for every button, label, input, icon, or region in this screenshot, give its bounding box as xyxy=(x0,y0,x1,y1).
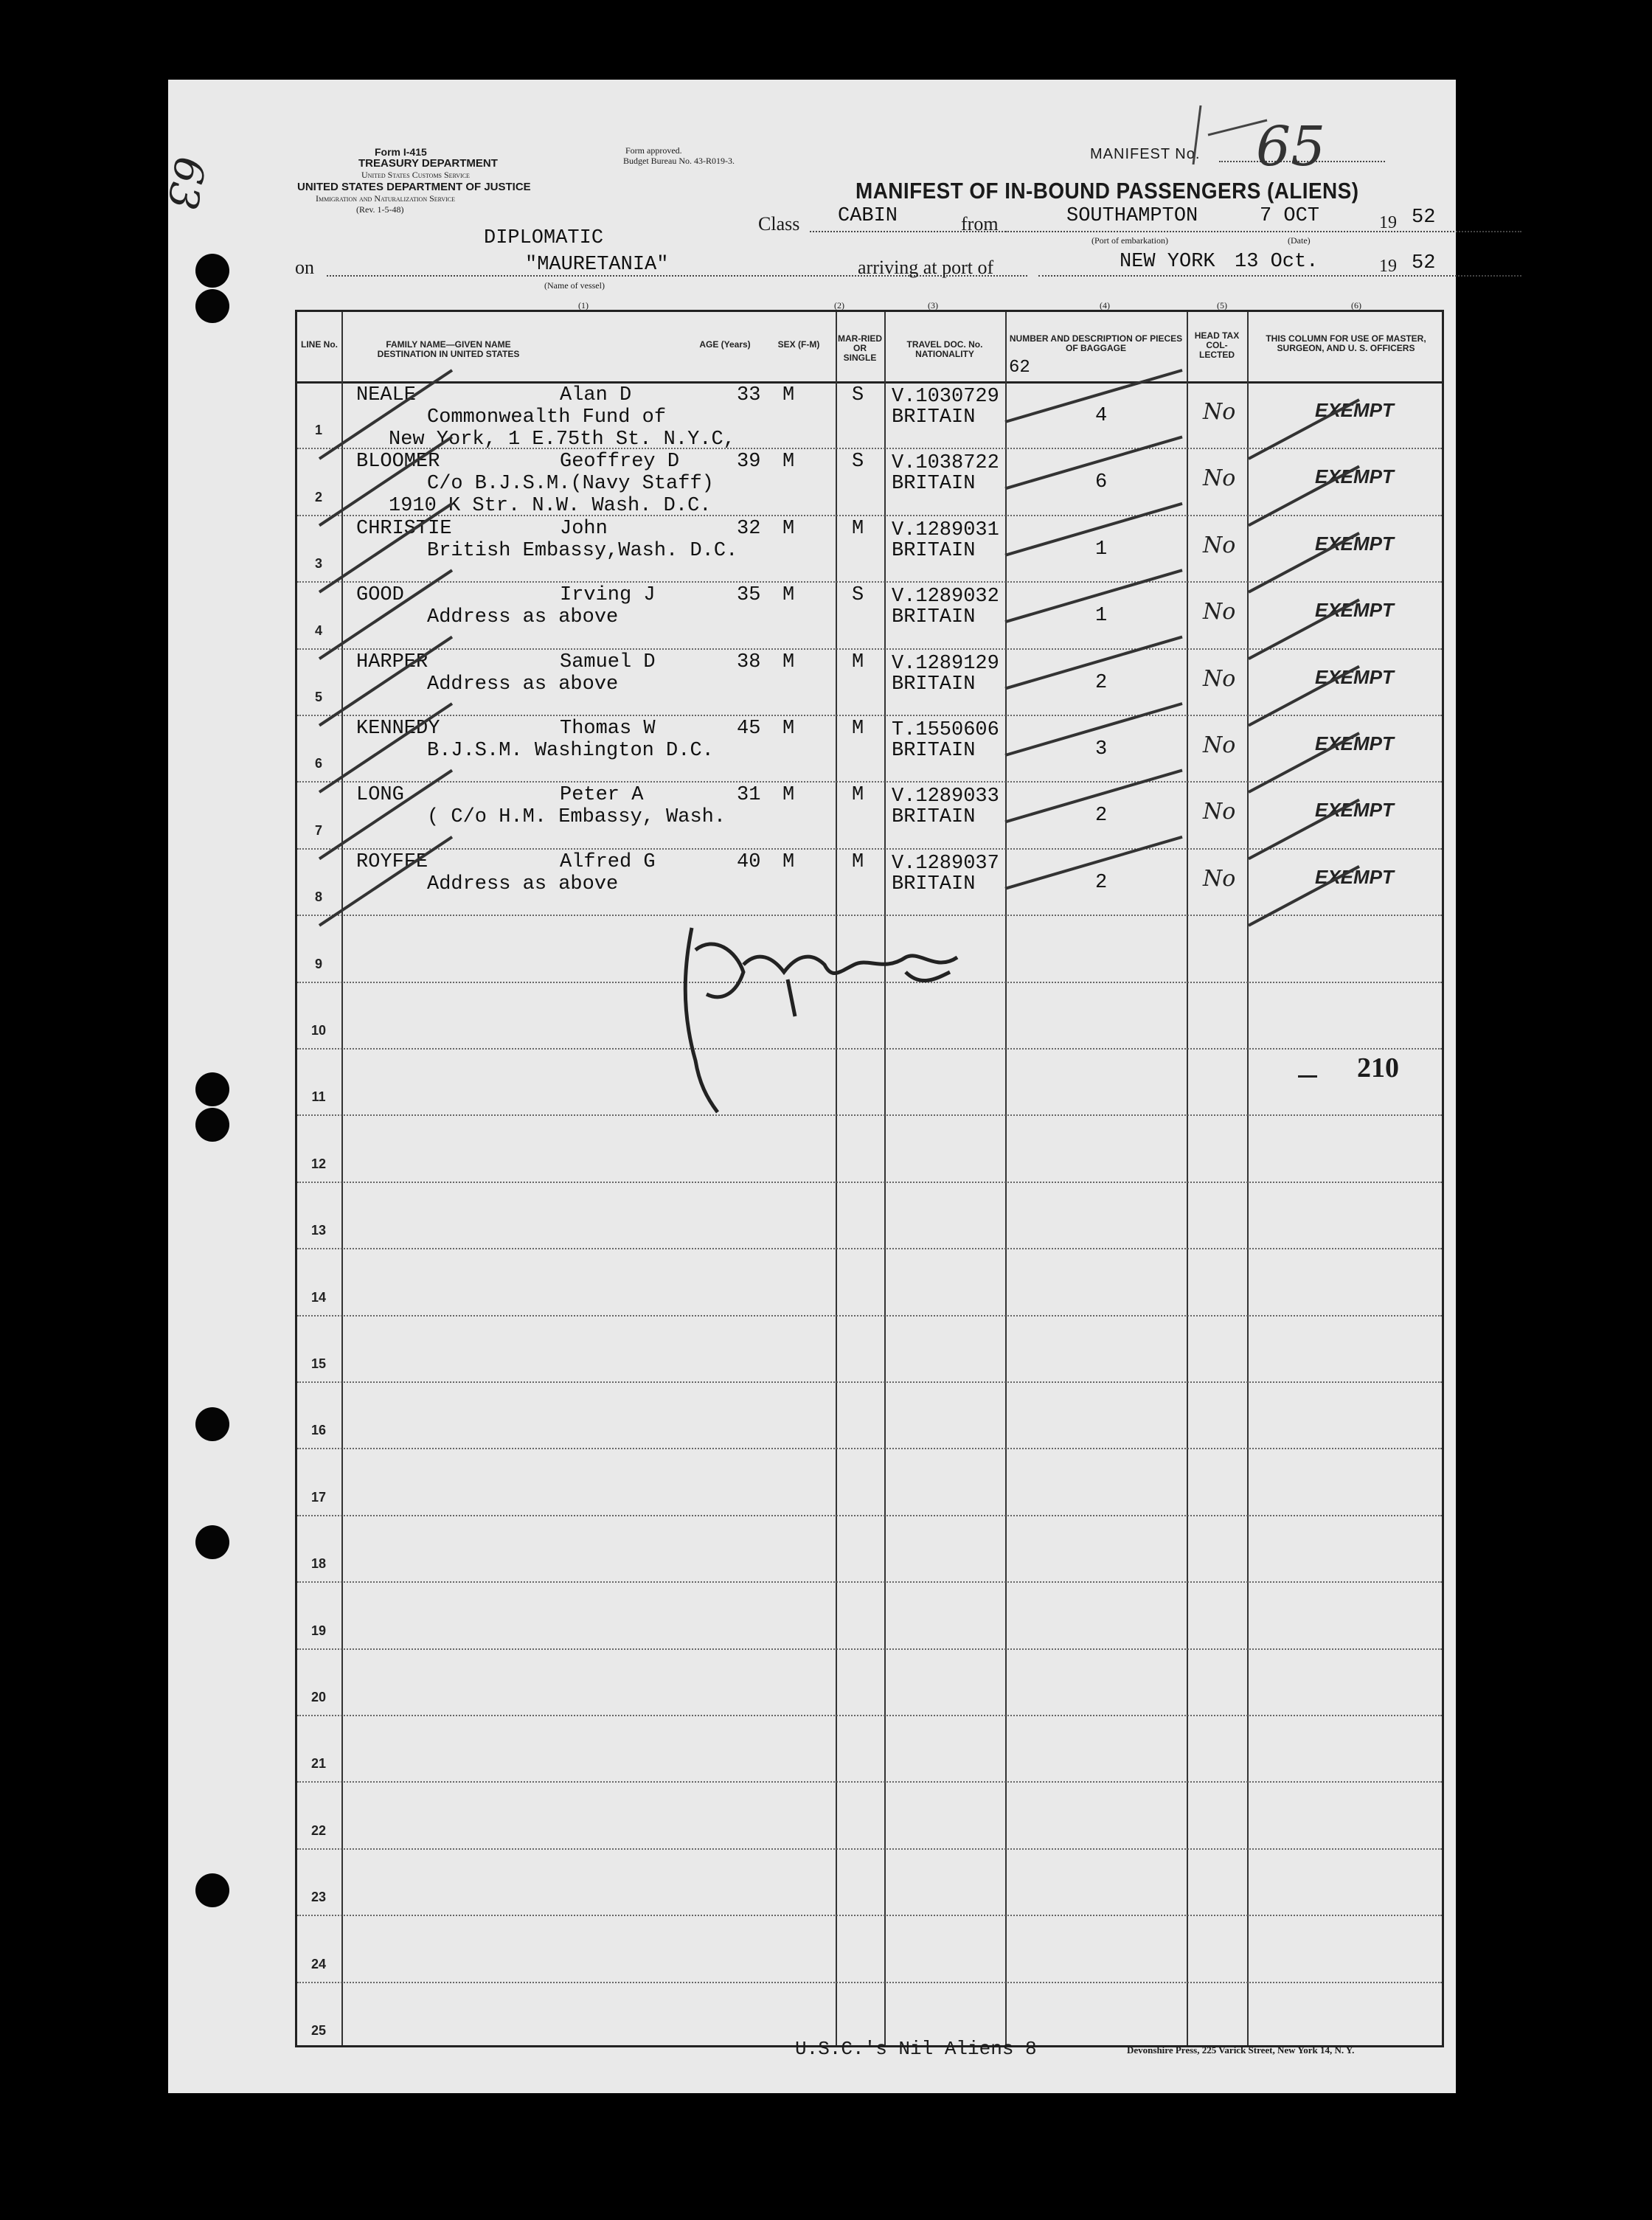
col-num-4: (4) xyxy=(1100,300,1110,311)
passenger-sex: M xyxy=(782,784,795,807)
embark-date: 7 OCT xyxy=(1260,205,1320,227)
row-divider xyxy=(297,1381,1442,1383)
nationality: BRITAIN xyxy=(892,606,976,629)
arriving-label: arriving at port of xyxy=(858,257,994,278)
passenger-surname: HARPER xyxy=(356,651,428,673)
hdr-sex: SEX (F-M) xyxy=(777,339,820,350)
year-prefix: 19 xyxy=(1379,213,1397,232)
line-number: 14 xyxy=(310,1289,327,1305)
col-num-1: (1) xyxy=(578,300,589,311)
punch-hole xyxy=(195,289,229,323)
exempt-stamp: EXEMPT xyxy=(1315,399,1394,421)
from-label: from xyxy=(961,213,999,235)
arrival-port: NEW YORK xyxy=(1120,251,1215,273)
hdr-head-tax: HEAD TAX COL-LECTED xyxy=(1194,330,1240,360)
passenger-address: Address as above xyxy=(427,873,619,895)
nationality: BRITAIN xyxy=(892,406,976,429)
line-number: 3 xyxy=(314,556,322,572)
arrival-line xyxy=(1038,275,1521,277)
embark-year: 52 xyxy=(1412,207,1436,229)
passenger-surname: LONG xyxy=(356,784,404,807)
line-number: 24 xyxy=(310,1956,327,1971)
head-tax-mark: No xyxy=(1203,665,1236,692)
passenger-marital-status: M xyxy=(852,651,864,673)
line-number: 10 xyxy=(310,1023,327,1038)
passenger-address-2: New York, 1 E.75th St. N.Y.C, xyxy=(389,429,735,451)
row-divider xyxy=(297,1248,1442,1249)
footer-note: U.S.C.'s Nil Aliens 8 xyxy=(795,2038,1037,2060)
revision-date: (Rev. 1-5-48) xyxy=(356,204,404,215)
head-tax-mark: No xyxy=(1203,465,1236,492)
baggage-count: 3 xyxy=(1095,738,1108,760)
punch-hole xyxy=(195,1407,229,1441)
passenger-marital-status: M xyxy=(852,850,864,873)
line-number: 21 xyxy=(310,1756,327,1772)
head-tax-mark: No xyxy=(1203,865,1236,892)
exempt-stamp: EXEMPT xyxy=(1315,799,1394,822)
signature-icon xyxy=(611,906,1127,1201)
vessel-name: "MAURETANIA" xyxy=(525,254,669,276)
passenger-given-name: John xyxy=(560,517,608,540)
hdr-name: FAMILY NAME—GIVEN NAME DESTINATION IN UNITED STATES xyxy=(377,339,520,359)
category: DIPLOMATIC xyxy=(484,227,604,249)
total-dash xyxy=(1298,1075,1317,1078)
line-number: 20 xyxy=(310,1690,327,1704)
col-divider xyxy=(1247,312,1249,2045)
punch-hole xyxy=(195,1525,229,1559)
port-embarkation: SOUTHAMPTON xyxy=(1066,205,1198,227)
travel-doc-number: V.1038722 xyxy=(892,452,999,475)
passenger-address: B.J.S.M. Washington D.C. xyxy=(427,740,714,762)
row-divider xyxy=(297,1982,1442,1983)
treasury-dept: TREASURY DEPARTMENT xyxy=(358,157,498,170)
passenger-marital-status: S xyxy=(852,451,864,474)
line-number: 12 xyxy=(310,1156,327,1171)
travel-doc-number: V.1289031 xyxy=(892,518,999,541)
head-tax-mark: No xyxy=(1203,732,1236,758)
col-divider xyxy=(341,312,343,2045)
punch-hole xyxy=(195,1072,229,1106)
form-approved: Form approved. xyxy=(625,145,682,156)
nationality: BRITAIN xyxy=(892,740,976,762)
line-number: 6 xyxy=(314,756,322,771)
line-number: 22 xyxy=(310,1822,327,1838)
passenger-age: 31 xyxy=(737,784,761,807)
nationality: BRITAIN xyxy=(892,539,976,562)
baggage-count: 4 xyxy=(1095,405,1108,427)
printer-imprint: Devonshire Press, 225 Varick Street, New York 14, N. Y. xyxy=(1127,2044,1355,2056)
total-count: 210 xyxy=(1357,1052,1399,1083)
exempt-stamp: EXEMPT xyxy=(1315,732,1394,755)
passenger-given-name: Peter A xyxy=(560,784,644,807)
passenger-marital-status: M xyxy=(852,517,864,540)
line-number: 7 xyxy=(314,822,322,838)
handwritten-mark-icon xyxy=(1179,91,1297,179)
nationality: BRITAIN xyxy=(892,873,976,895)
travel-doc-number: V.1289037 xyxy=(892,852,999,875)
arrival-date: 13 Oct. xyxy=(1235,251,1319,273)
baggage-count: 1 xyxy=(1095,538,1108,561)
line-number: 5 xyxy=(314,690,322,704)
line-number: 9 xyxy=(314,956,322,971)
nationality: BRITAIN xyxy=(892,806,976,829)
class-label: Class xyxy=(758,213,800,235)
passenger-address: Address as above xyxy=(427,606,619,629)
budget-number: Budget Bureau No. 43-R019-3. xyxy=(623,156,735,166)
on-label: on xyxy=(295,257,314,278)
hdr-line-no: LINE No. xyxy=(301,339,338,350)
baggage-count: 2 xyxy=(1095,671,1108,694)
row-divider xyxy=(297,1581,1442,1583)
passenger-marital-status: S xyxy=(852,584,864,607)
exempt-stamp: EXEMPT xyxy=(1315,532,1394,555)
hdr-travel-doc: TRAVEL DOC. No. NATIONALITY xyxy=(906,339,983,359)
passenger-age: 45 xyxy=(737,718,761,740)
travel-doc-number: V.1289032 xyxy=(892,586,999,608)
col-num-5: (5) xyxy=(1217,300,1227,311)
passenger-given-name: Samuel D xyxy=(560,651,656,673)
hdr-age: AGE (Years) xyxy=(699,339,751,350)
travel-doc-number: V.1030729 xyxy=(892,386,999,408)
passenger-age: 38 xyxy=(737,651,761,673)
row-divider xyxy=(297,1848,1442,1850)
line-number: 2 xyxy=(314,489,322,504)
passenger-marital-status: M xyxy=(852,718,864,740)
baggage-count: 1 xyxy=(1095,605,1108,628)
ins-service: Immigration and Naturalization Service xyxy=(316,193,456,204)
passenger-surname: NEALE xyxy=(356,384,417,406)
travel-doc-number: T.1550606 xyxy=(892,719,999,741)
manifest-no-label: MANIFEST No. xyxy=(1090,146,1201,162)
passenger-address: ( C/o H.M. Embassy, Wash. xyxy=(427,806,726,829)
passenger-surname: KENNEDY xyxy=(356,718,440,740)
manifest-title: MANIFEST OF IN-BOUND PASSENGERS (ALIENS) xyxy=(856,178,1359,204)
line-number: 8 xyxy=(314,889,322,905)
row-divider xyxy=(297,581,1442,583)
col-num-3: (3) xyxy=(928,300,938,311)
passenger-sex: M xyxy=(782,384,795,406)
passenger-age: 33 xyxy=(737,384,761,406)
passenger-given-name: Alfred G xyxy=(560,850,656,873)
passenger-sex: M xyxy=(782,451,795,474)
row-divider xyxy=(297,1915,1442,1916)
passenger-age: 32 xyxy=(737,517,761,540)
row-divider xyxy=(297,1648,1442,1650)
col-divider xyxy=(1187,312,1188,2045)
vessel-caption: (Name of vessel) xyxy=(544,280,605,291)
date-caption: (Date) xyxy=(1288,235,1311,246)
line-number: 16 xyxy=(310,1423,327,1438)
baggage-count: 2 xyxy=(1095,805,1108,828)
form-number: Form I-415 xyxy=(375,146,427,158)
row-divider xyxy=(297,1715,1442,1716)
manifest-number: 65 xyxy=(1256,115,1326,178)
passenger-given-name: Alan D xyxy=(560,384,632,406)
class-value: CABIN xyxy=(838,205,898,227)
arrival-year-prefix: 19 xyxy=(1379,257,1397,276)
passenger-given-name: Geoffrey D xyxy=(560,451,680,474)
passenger-surname: GOOD xyxy=(356,584,404,607)
passenger-sex: M xyxy=(782,517,795,540)
line-number: 15 xyxy=(310,1356,327,1371)
exempt-stamp: EXEMPT xyxy=(1315,465,1394,488)
passenger-surname: BLOOMER xyxy=(356,451,440,474)
head-tax-mark: No xyxy=(1203,599,1236,625)
punch-hole xyxy=(195,1873,229,1907)
manifest-sheet xyxy=(157,80,1456,2093)
exempt-stamp: EXEMPT xyxy=(1315,865,1394,888)
row-divider xyxy=(297,781,1442,783)
customs-service: United States Customs Service xyxy=(361,170,470,180)
passenger-address-2: 1910 K Str. N.W. Wash. D.C. xyxy=(389,495,712,518)
exempt-stamp: EXEMPT xyxy=(1315,599,1394,622)
line-number: 17 xyxy=(310,1489,327,1505)
passenger-sex: M xyxy=(782,584,795,607)
row-divider xyxy=(297,648,1442,650)
row-divider xyxy=(297,1515,1442,1516)
travel-doc-number: V.1289129 xyxy=(892,652,999,675)
passenger-sex: M xyxy=(782,651,795,673)
row-divider xyxy=(297,848,1442,850)
travel-doc-number: V.1289033 xyxy=(892,785,999,808)
travel-doc-code: 62 xyxy=(1009,358,1030,378)
line-number: 18 xyxy=(310,1556,327,1572)
passenger-age: 40 xyxy=(737,850,761,873)
passenger-marital-status: M xyxy=(852,784,864,807)
passenger-surname: CHRISTIE xyxy=(356,517,452,540)
passenger-sex: M xyxy=(782,850,795,873)
passenger-surname: ROYFFE xyxy=(356,850,428,873)
passenger-address: British Embassy,Wash. D.C. xyxy=(427,539,738,562)
row-divider xyxy=(297,715,1442,716)
col-num-2: (2) xyxy=(834,300,844,311)
header-divider xyxy=(297,381,1442,384)
baggage-count: 2 xyxy=(1095,871,1108,894)
margin-number: 63 xyxy=(157,153,214,214)
hdr-baggage: NUMBER AND DESCRIPTION OF PIECES OF BAGGAGE xyxy=(1009,333,1183,353)
passenger-age: 39 xyxy=(737,451,761,474)
from-line xyxy=(1005,231,1521,232)
passenger-given-name: Thomas W xyxy=(560,718,656,740)
passenger-given-name: Irving J xyxy=(560,584,656,607)
passenger-age: 35 xyxy=(737,584,761,607)
row-divider xyxy=(297,1315,1442,1317)
row-divider xyxy=(297,1781,1442,1783)
line-number: 4 xyxy=(314,622,322,638)
line-number: 23 xyxy=(310,1890,327,1905)
punch-hole xyxy=(195,1108,229,1142)
head-tax-mark: No xyxy=(1203,532,1236,558)
passenger-address: Address as above xyxy=(427,673,619,696)
col-num-6: (6) xyxy=(1351,300,1361,311)
exempt-stamp: EXEMPT xyxy=(1315,665,1394,688)
head-tax-mark: No xyxy=(1203,799,1236,825)
passenger-marital-status: S xyxy=(852,384,864,406)
arrival-year: 52 xyxy=(1412,252,1436,274)
port-caption: (Port of embarkation) xyxy=(1092,235,1168,246)
nationality: BRITAIN xyxy=(892,673,976,696)
line-number: 25 xyxy=(310,2023,327,2038)
passenger-sex: M xyxy=(782,718,795,740)
hdr-married: MAR-RIED OR SINGLE xyxy=(838,333,882,363)
head-tax-mark: No xyxy=(1203,399,1236,425)
passenger-address: C/o B.J.S.M.(Navy Staff) xyxy=(427,473,714,496)
line-number: 19 xyxy=(310,1623,327,1638)
line-number: 1 xyxy=(314,423,322,438)
nationality: BRITAIN xyxy=(892,473,976,496)
justice-dept: UNITED STATES DEPARTMENT OF JUSTICE xyxy=(297,181,531,193)
line-number: 11 xyxy=(311,1089,326,1105)
hdr-officers: THIS COLUMN FOR USE OF MASTER, SURGEON, AND U. S. OFFICERS xyxy=(1266,333,1426,353)
row-divider xyxy=(297,1448,1442,1449)
punch-hole xyxy=(195,254,229,288)
baggage-count: 6 xyxy=(1095,471,1108,494)
line-number: 13 xyxy=(310,1223,327,1238)
passenger-address: Commonwealth Fund of xyxy=(427,406,667,429)
